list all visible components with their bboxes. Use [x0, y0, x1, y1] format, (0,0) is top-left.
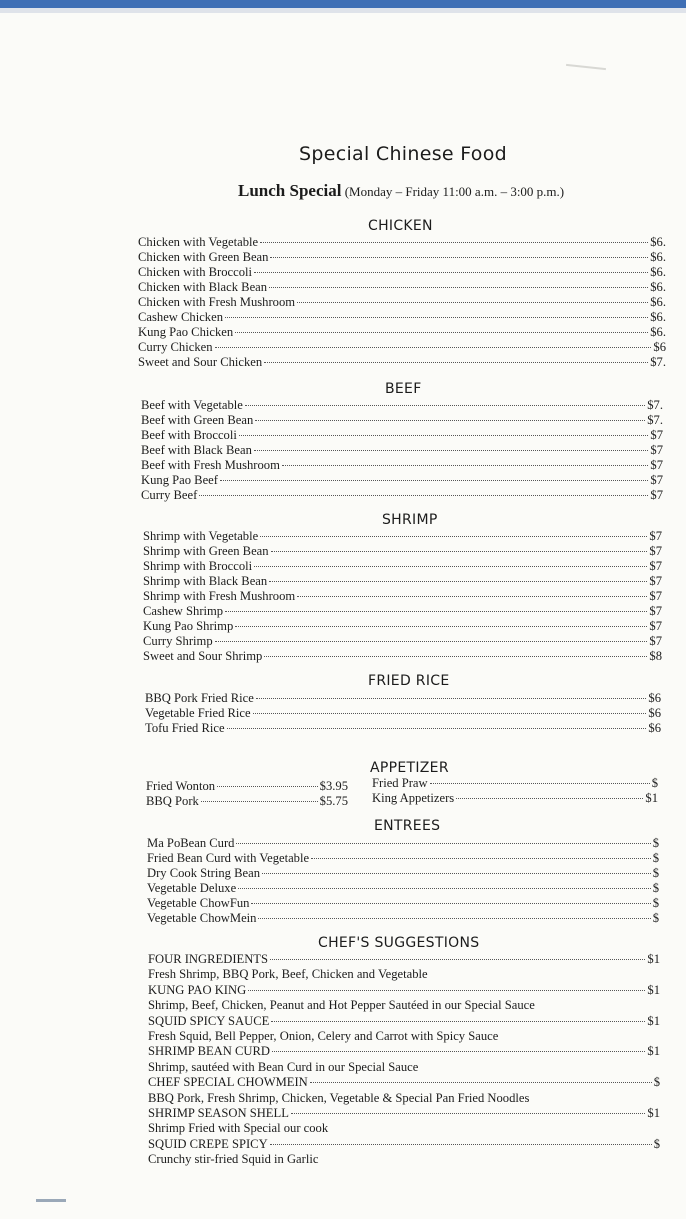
menu-item — [147, 896, 659, 911]
dot-leader — [297, 596, 647, 597]
chef-suggestion-name: SQUID CREPE SPICY — [148, 1136, 268, 1151]
menu-item — [146, 794, 348, 809]
chef-suggestion-item — [148, 1106, 660, 1121]
menu-item-price: $7 — [650, 442, 663, 457]
menu-item-name: Chicken with Fresh Mushroom — [138, 294, 296, 309]
menu-item — [372, 791, 658, 806]
menu-item — [138, 340, 666, 355]
dot-leader — [251, 903, 650, 904]
menu-item — [138, 355, 666, 370]
chef-suggestion-description: Shrimp Fried with Special our cook — [148, 1121, 329, 1136]
dot-leader — [270, 959, 645, 960]
menu-item-name: Kung Pao Chicken — [138, 324, 234, 339]
menu-item-price: $6. — [650, 324, 666, 339]
chef-suggestion-price: $1 — [647, 1044, 660, 1059]
menu-item — [143, 559, 662, 574]
menu-item-price: $5.75 — [319, 793, 348, 808]
menu-item-price: $6. — [650, 235, 666, 249]
menu-item-price: $7 — [649, 558, 662, 573]
menu-item-price: $ — [652, 836, 659, 850]
menu-item-price: $ — [652, 895, 659, 910]
dot-leader — [264, 362, 648, 363]
menu-item-name: Fried Wonton — [146, 779, 216, 793]
menu-item — [147, 836, 659, 851]
dot-leader — [227, 728, 647, 729]
menu-item — [143, 574, 662, 589]
dot-leader — [269, 581, 647, 582]
menu-item-name: Ma PoBean Curd — [147, 836, 235, 850]
menu-item-price: $6 — [648, 720, 661, 735]
menu-item — [147, 911, 659, 926]
chef-suggestion-description: Fresh Shrimp, BBQ Pork, Beef, Chicken and Vegetable — [148, 967, 428, 982]
menu-item-name: Beef with Fresh Mushroom — [141, 457, 280, 472]
menu-item-price: $6. — [650, 279, 666, 294]
dot-leader — [271, 1021, 645, 1022]
chef-suggestion-description: Fresh Squid, Bell Pepper, Onion, Celery and Carrot with Spicy Sauce — [148, 1028, 499, 1043]
dot-leader — [215, 347, 652, 348]
menu-item-name: Fried Praw — [372, 776, 428, 790]
dot-leader — [291, 1113, 646, 1114]
menu-item-name: Dry Cook String Bean — [147, 865, 260, 880]
menu-item — [141, 473, 663, 488]
menu-item-price: $7 — [649, 543, 662, 558]
menu-item — [141, 458, 663, 473]
menu-item-price: $7. — [650, 354, 666, 369]
menu-title: Special Chinese Food — [298, 143, 507, 165]
menu-item-name: Shrimp with Black Bean — [143, 573, 268, 588]
dot-leader — [269, 287, 648, 288]
chef-suggestion-description: BBQ Pork, Fresh Shrimp, Chicken, Vegetable & Special Pan Fried Noodles — [148, 1090, 530, 1105]
menu-item-price: $7 — [650, 457, 663, 472]
menu-item-price: $ — [652, 880, 659, 895]
menu-item-price: $6. — [650, 264, 666, 279]
menu-item — [145, 721, 661, 736]
menu-item-price: $6 — [648, 705, 661, 720]
menu-item-name: Vegetable ChowMein — [147, 910, 257, 925]
dot-leader — [311, 858, 651, 859]
menu-item-name: Shrimp with Green Bean — [143, 543, 269, 558]
menu-item-price: $7 — [650, 472, 663, 487]
section-heading-beef: BEEF — [385, 381, 422, 397]
menu-item-price: $7 — [649, 529, 662, 543]
menu-item — [141, 398, 663, 413]
menu-item — [138, 325, 666, 340]
menu-item-price: $6 — [653, 339, 666, 354]
menu-item-price: $7 — [649, 603, 662, 618]
menu-item-price: $6. — [650, 249, 666, 264]
beef-list — [141, 398, 663, 503]
menu-item-price: $7 — [649, 588, 662, 603]
chef-suggestion-price: $1 — [647, 1105, 660, 1120]
dot-leader — [264, 656, 647, 657]
dot-leader — [199, 495, 648, 496]
menu-item-price: $7. — [647, 398, 663, 412]
menu-item-name: Curry Chicken — [138, 339, 213, 354]
chef-suggestion-name: CHEF SPECIAL CHOWMEIN — [148, 1075, 308, 1090]
dot-leader — [248, 990, 645, 991]
menu-item-name: Beef with Vegetable — [141, 398, 243, 412]
menu-item — [138, 295, 666, 310]
menu-item — [143, 544, 662, 559]
menu-item-name: Curry Beef — [141, 487, 198, 502]
menu-item-name: Vegetable ChowFun — [147, 895, 250, 910]
chefs-suggestions-list — [148, 952, 660, 1167]
menu-item-price: $1 — [645, 790, 658, 805]
menu-item-price: $ — [652, 865, 659, 880]
menu-item-price: $7 — [649, 618, 662, 633]
menu-item-name: Beef with Broccoli — [141, 427, 237, 442]
paper-mark-bottom — [36, 1199, 66, 1202]
dot-leader — [270, 1144, 652, 1145]
menu-item-name: King Appetizers — [372, 790, 455, 805]
menu-item — [372, 776, 658, 791]
dot-leader — [260, 536, 647, 537]
menu-item — [143, 619, 662, 634]
menu-item — [147, 866, 659, 881]
menu-item — [138, 250, 666, 265]
dot-leader — [456, 798, 643, 799]
menu-item-name: Chicken with Broccoli — [138, 264, 253, 279]
menu-item-price: $7. — [647, 412, 663, 427]
chef-suggestion-price: $ — [653, 1075, 660, 1090]
chef-suggestion-price: $1 — [647, 982, 660, 997]
chef-suggestion-price: $1 — [647, 952, 660, 966]
dot-leader — [215, 641, 648, 642]
section-heading-chefs-suggestions: CHEF'S SUGGESTIONS — [318, 935, 480, 951]
lunch-special-label: Lunch Special — [238, 181, 342, 200]
chef-suggestion-name: SHRIMP SEASON SHELL — [148, 1105, 289, 1120]
chef-suggestion-name: FOUR INGREDIENTS — [148, 952, 268, 966]
dot-leader — [253, 713, 647, 714]
section-heading-chicken: CHICKEN — [368, 218, 433, 234]
dot-leader — [220, 480, 648, 481]
dot-leader — [254, 450, 649, 451]
menu-item-price: $6 — [648, 691, 661, 705]
menu-item — [141, 488, 663, 503]
dot-leader — [430, 783, 650, 784]
dot-leader — [310, 1082, 652, 1083]
menu-item-price: $7 — [649, 573, 662, 588]
dot-leader — [235, 332, 648, 333]
chef-suggestion-name: SQUID SPICY SAUCE — [148, 1013, 270, 1028]
chef-suggestion-description: Crunchy stir-fried Squid in Garlic — [148, 1152, 319, 1167]
section-heading-appetizer: APPETIZER — [370, 760, 449, 776]
chef-suggestion-item — [148, 983, 660, 998]
section-heading-fried-rice: FRIED RICE — [368, 673, 450, 689]
menu-item-name: Kung Pao Shrimp — [143, 618, 234, 633]
appetizer-left-list — [146, 779, 348, 809]
menu-item-name: Chicken with Vegetable — [138, 235, 259, 249]
dot-leader — [258, 918, 650, 919]
menu-item-name: Chicken with Green Bean — [138, 249, 269, 264]
menu-item-price: $7 — [650, 487, 663, 502]
menu-item — [147, 851, 659, 866]
menu-item — [143, 634, 662, 649]
lunch-special-heading — [238, 181, 564, 201]
menu-item — [147, 881, 659, 896]
menu-item-name: Cashew Shrimp — [143, 603, 224, 618]
chicken-list — [138, 235, 666, 369]
dot-leader — [270, 257, 648, 258]
menu-item-price: $8 — [649, 648, 662, 663]
menu-item-name: Sweet and Sour Shrimp — [143, 648, 263, 663]
lunch-special-hours: (Monday – Friday 11:00 a.m. – 3:00 p.m.) — [344, 184, 565, 199]
menu-item-price: $6. — [650, 294, 666, 309]
dot-leader — [282, 465, 649, 466]
menu-item-name: Beef with Black Bean — [141, 442, 252, 457]
menu-item — [138, 265, 666, 280]
menu-item — [138, 235, 666, 250]
entrees-list — [147, 836, 659, 926]
menu-item-price: $7 — [650, 427, 663, 442]
menu-item-name: Tofu Fried Rice — [145, 720, 225, 735]
menu-item — [138, 310, 666, 325]
scan-top-edge — [0, 0, 686, 8]
dot-leader — [236, 843, 650, 844]
menu-item — [143, 589, 662, 604]
chef-suggestion-price: $1 — [647, 1013, 660, 1028]
menu-item-price: $3.95 — [319, 779, 348, 793]
menu-item-name: BBQ Pork Fried Rice — [145, 691, 254, 705]
menu-item — [141, 428, 663, 443]
section-heading-shrimp: SHRIMP — [382, 512, 438, 528]
menu-item-name: Shrimp with Broccoli — [143, 558, 253, 573]
menu-item-name: Beef with Green Bean — [141, 412, 254, 427]
dot-leader — [235, 626, 647, 627]
dot-leader — [256, 698, 647, 699]
dot-leader — [201, 801, 318, 802]
dot-leader — [260, 242, 648, 243]
menu-item-price: $ — [652, 850, 659, 865]
dot-leader — [217, 786, 318, 787]
menu-item-name: Vegetable Fried Rice — [145, 705, 251, 720]
menu-item — [141, 443, 663, 458]
menu-item-name: Fried Bean Curd with Vegetable — [147, 850, 310, 865]
menu-item-price: $7 — [649, 633, 662, 648]
menu-item-name: Curry Shrimp — [143, 633, 213, 648]
chef-suggestion-description: Shrimp, sautéed with Bean Curd in our Special Sauce — [148, 1059, 419, 1074]
menu-item-name: Shrimp with Vegetable — [143, 529, 259, 543]
menu-item-name: Kung Pao Beef — [141, 472, 218, 487]
section-heading-entrees: ENTREES — [374, 818, 441, 834]
dot-leader — [239, 435, 649, 436]
chef-suggestion-item — [148, 1014, 660, 1029]
menu-item — [143, 604, 662, 619]
dot-leader — [255, 420, 645, 421]
menu-item — [146, 779, 348, 794]
menu-item — [145, 706, 661, 721]
dot-leader — [225, 317, 648, 318]
chef-suggestion-item — [148, 1044, 660, 1059]
chef-suggestion-item — [148, 1075, 660, 1090]
dot-leader — [272, 1051, 645, 1052]
dot-leader — [297, 302, 648, 303]
menu-item-price: $6. — [650, 309, 666, 324]
dot-leader — [254, 566, 647, 567]
dot-leader — [225, 611, 647, 612]
menu-item-name: Cashew Chicken — [138, 309, 223, 324]
chef-suggestion-name: SHRIMP BEAN CURD — [148, 1044, 270, 1059]
menu-item — [145, 691, 661, 706]
menu-item-price: $ — [651, 776, 658, 790]
dot-leader — [271, 551, 648, 552]
menu-item — [143, 649, 662, 664]
menu-item-name: Chicken with Black Bean — [138, 279, 268, 294]
dot-leader — [254, 272, 648, 273]
menu-item-name: Shrimp with Fresh Mushroom — [143, 588, 296, 603]
shrimp-list — [143, 529, 662, 663]
chef-suggestion-description: Shrimp, Beef, Chicken, Peanut and Hot Pepper Sautéed in our Special Sauce — [148, 998, 535, 1013]
fried-rice-list — [145, 691, 661, 736]
menu-item-name: BBQ Pork — [146, 793, 199, 808]
menu-item — [143, 529, 662, 544]
menu-item-name: Vegetable Deluxe — [147, 880, 237, 895]
dot-leader — [238, 888, 651, 889]
menu-item-price: $ — [652, 910, 659, 925]
appetizer-right-list — [372, 776, 658, 806]
chef-suggestion-item — [148, 1137, 660, 1152]
menu-item — [138, 280, 666, 295]
chef-suggestion-item — [148, 952, 660, 967]
chef-suggestion-price: $ — [653, 1136, 660, 1151]
dot-leader — [245, 405, 645, 406]
dot-leader — [262, 873, 651, 874]
chef-suggestion-name: KUNG PAO KING — [148, 982, 247, 997]
menu-item — [141, 413, 663, 428]
menu-item-name: Sweet and Sour Chicken — [138, 354, 263, 369]
